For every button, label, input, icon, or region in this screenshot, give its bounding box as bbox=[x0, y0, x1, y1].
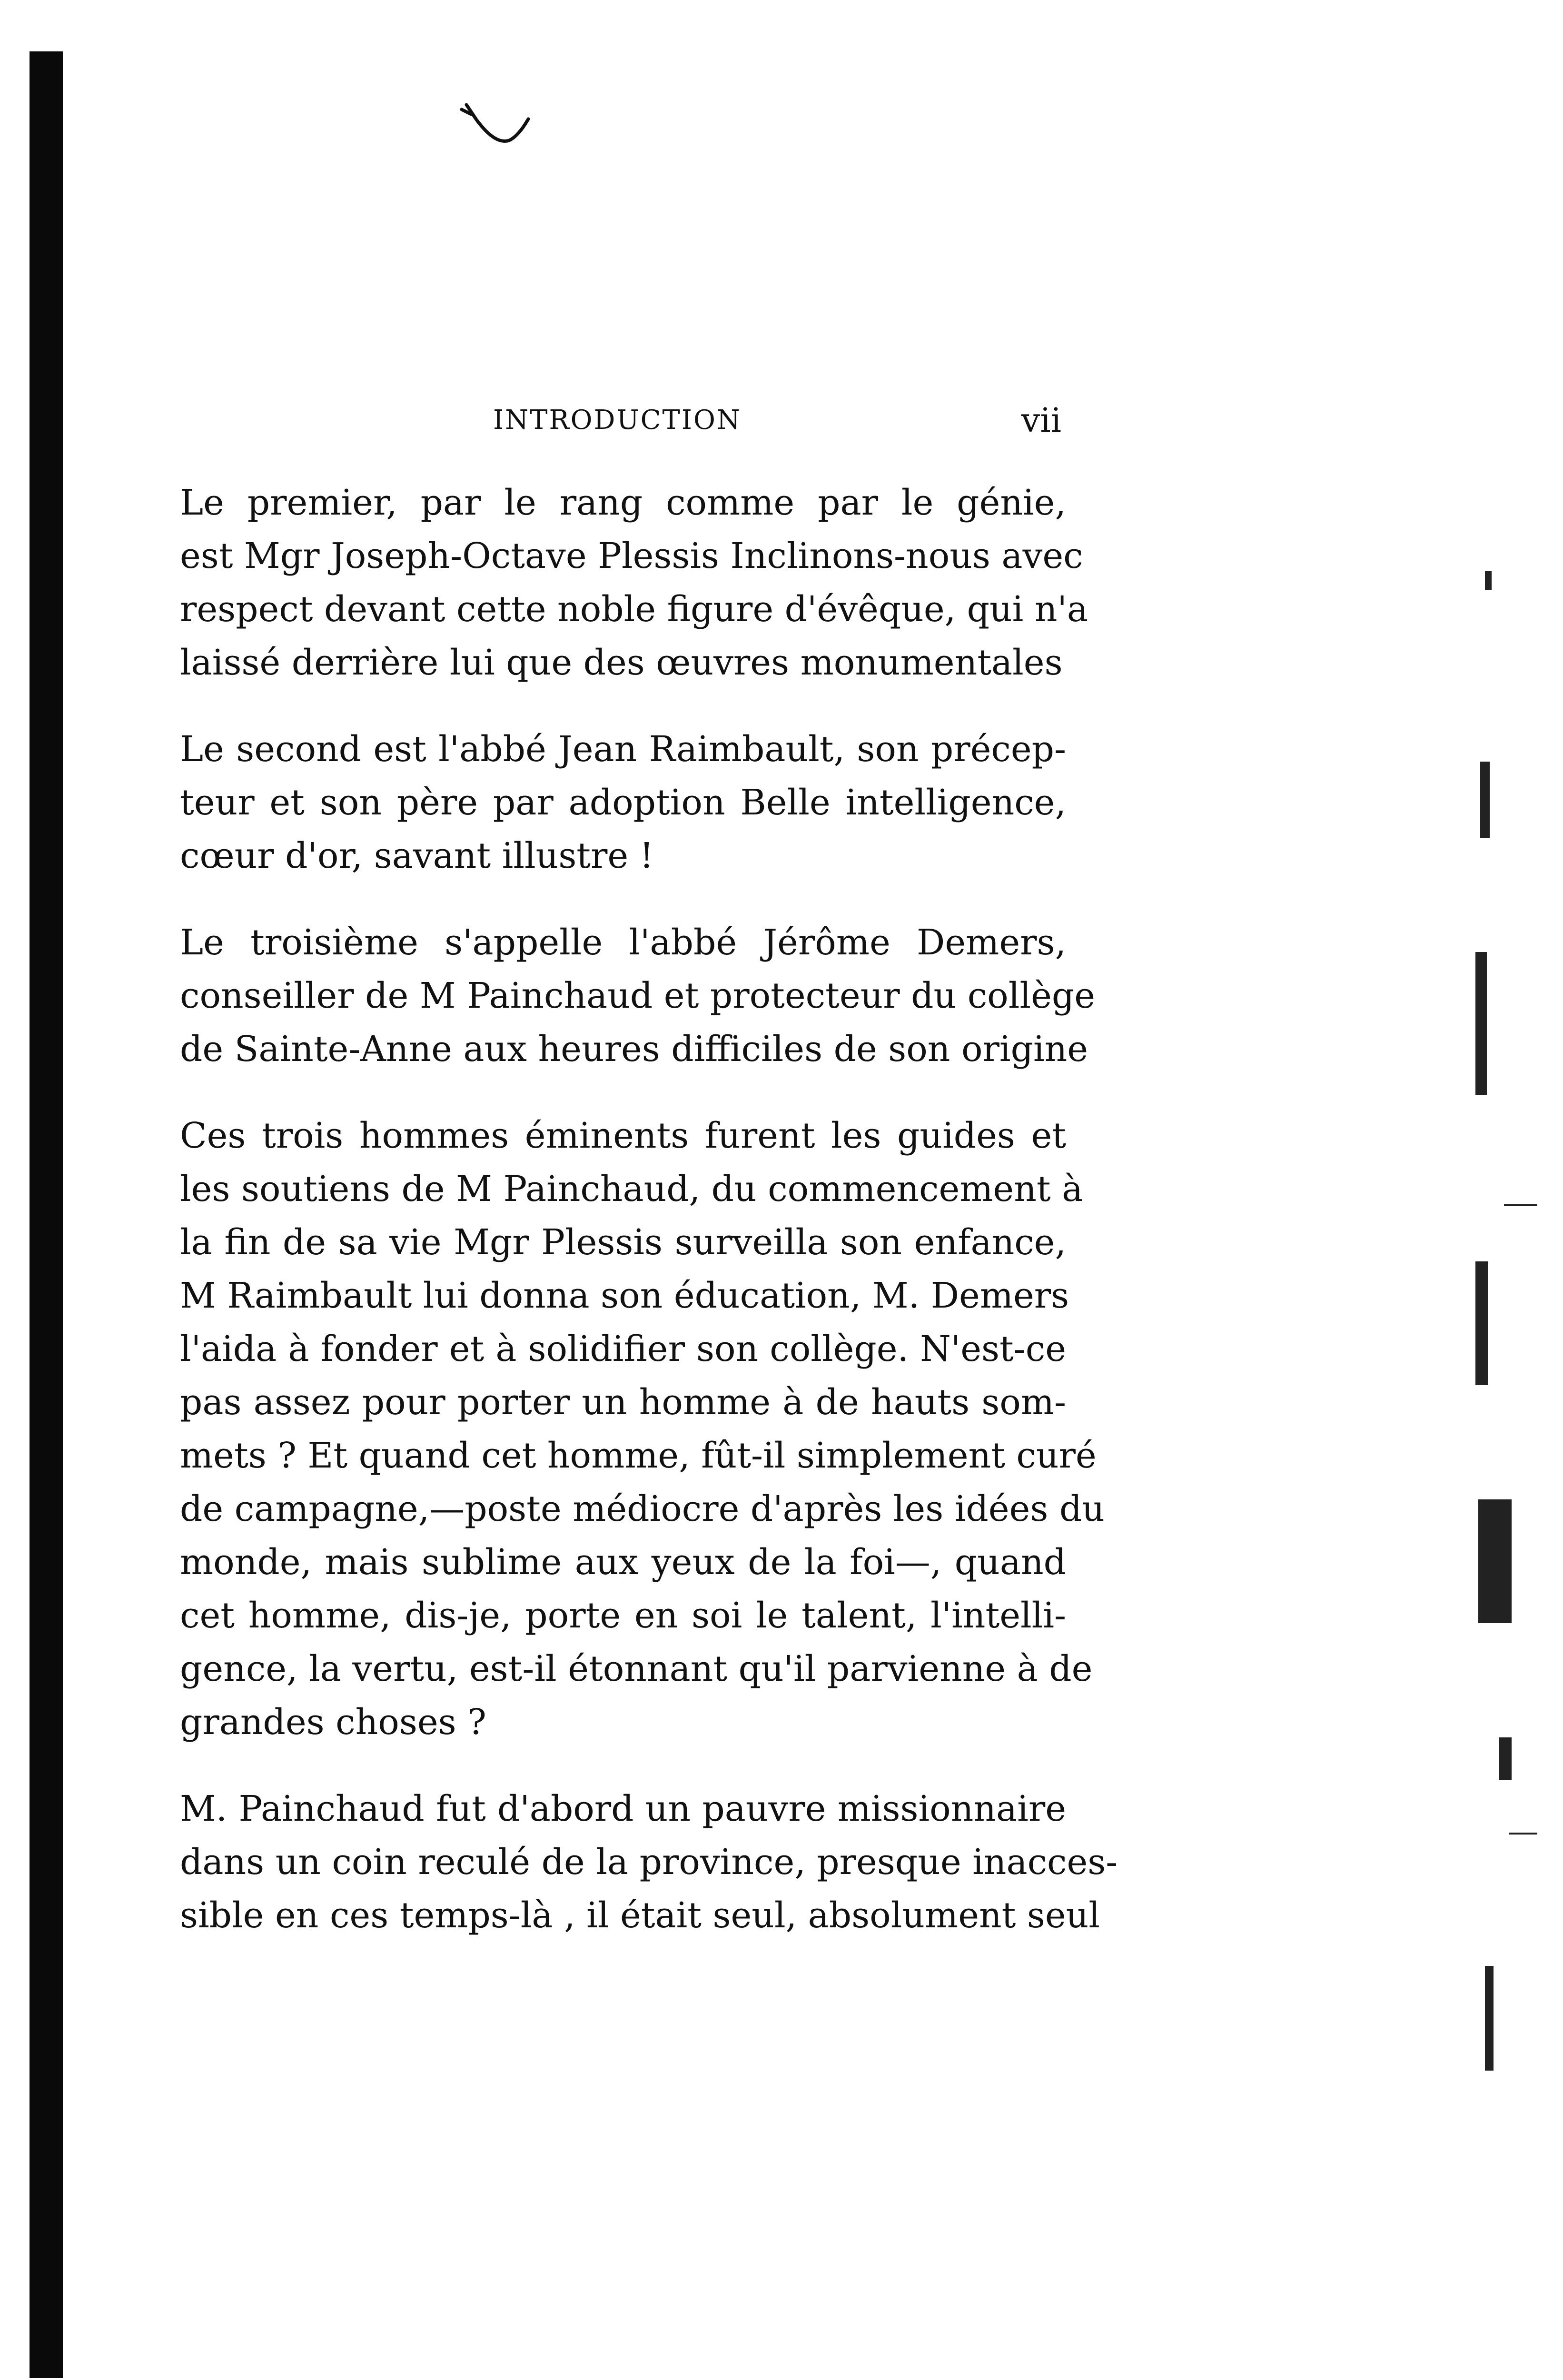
text-line: gence, la vertu, est-il étonnant qu'il parvienne à de bbox=[180, 1648, 1093, 1689]
scan-speck bbox=[1478, 1499, 1512, 1623]
text-line: M Raimbault lui donna son éducation, M. Demers bbox=[180, 1275, 1069, 1316]
text-line: Le troisième s'appelle l'abbé Jérôme Demers, bbox=[180, 922, 1066, 963]
text-line: teur et son père par adoption Belle intelligence, bbox=[180, 782, 1066, 823]
scan-speck bbox=[1504, 1204, 1537, 1206]
paragraph-4 bbox=[180, 1109, 1105, 1749]
scan-speck bbox=[1509, 1833, 1537, 1835]
scan-speck bbox=[1499, 1737, 1512, 1780]
text-line: conseiller de M Painchaud et protecteur du collège bbox=[180, 975, 1096, 1016]
text-line: la fin de sa vie Mgr Plessis surveilla son enfance, bbox=[180, 1222, 1066, 1263]
text-line: cet homme, dis-je, porte en soi le talent, l'intelli- bbox=[180, 1595, 1066, 1636]
text-line: les soutiens de M Painchaud, du commencement à bbox=[180, 1169, 1083, 1210]
book-spine-shadow bbox=[30, 51, 63, 2378]
text-line: pas assez pour porter un homme à de hauts som- bbox=[180, 1382, 1066, 1423]
text-line: Le premier, par le rang comme par le génie, bbox=[180, 482, 1066, 523]
text-line: monde, mais sublime aux yeux de la foi—, quand bbox=[180, 1542, 1066, 1583]
body-text bbox=[180, 476, 1118, 1975]
scan-speck bbox=[1485, 571, 1492, 590]
text-line: M. Painchaud fut d'abord un pauvre missionnaire bbox=[180, 1788, 1066, 1829]
text-line: cœur d'or, savant illustre ! bbox=[180, 835, 654, 876]
paragraph-2 bbox=[180, 723, 1066, 883]
page-number: vii bbox=[1021, 401, 1061, 440]
scan-speck bbox=[1480, 762, 1490, 838]
text-line: laissé derrière lui que des œuvres monumentales bbox=[180, 642, 1063, 683]
text-line: respect devant cette noble figure d'évêque, qui n'a bbox=[180, 589, 1088, 630]
text-line: grandes choses ? bbox=[180, 1702, 486, 1743]
text-line: mets ? Et quand cet homme, fût-il simplement curé bbox=[180, 1435, 1097, 1476]
text-line: dans un coin reculé de la province, presque inacces- bbox=[180, 1842, 1118, 1883]
text-line: de campagne,—poste médiocre d'après les idées du bbox=[180, 1488, 1105, 1529]
paragraph-5 bbox=[180, 1782, 1118, 1942]
scan-speck bbox=[1485, 1966, 1494, 2071]
text-line: Ces trois hommes éminents furent les guides et bbox=[180, 1115, 1066, 1156]
text-line: de Sainte-Anne aux heures difficiles de son origine bbox=[180, 1029, 1088, 1070]
running-title: INTRODUCTION bbox=[493, 405, 742, 436]
text-line: Le second est l'abbé Jean Raimbault, son précep- bbox=[180, 729, 1066, 770]
scan-speck bbox=[1475, 952, 1487, 1095]
page-header bbox=[180, 401, 1066, 444]
text-line: sible en ces temps-là , il était seul, absolument seul bbox=[180, 1895, 1100, 1936]
text-line: l'aida à fonder et à solidifier son collège. N'est-ce bbox=[180, 1329, 1066, 1369]
handwritten-check-mark bbox=[457, 100, 543, 157]
page-edge-scan-noise bbox=[1456, 143, 1542, 2142]
scan-speck bbox=[1475, 1261, 1488, 1385]
text-line: est Mgr Joseph-Octave Plessis Inclinons-nous avec bbox=[180, 536, 1083, 576]
paragraph-1 bbox=[180, 476, 1088, 689]
paragraph-3 bbox=[180, 916, 1096, 1076]
